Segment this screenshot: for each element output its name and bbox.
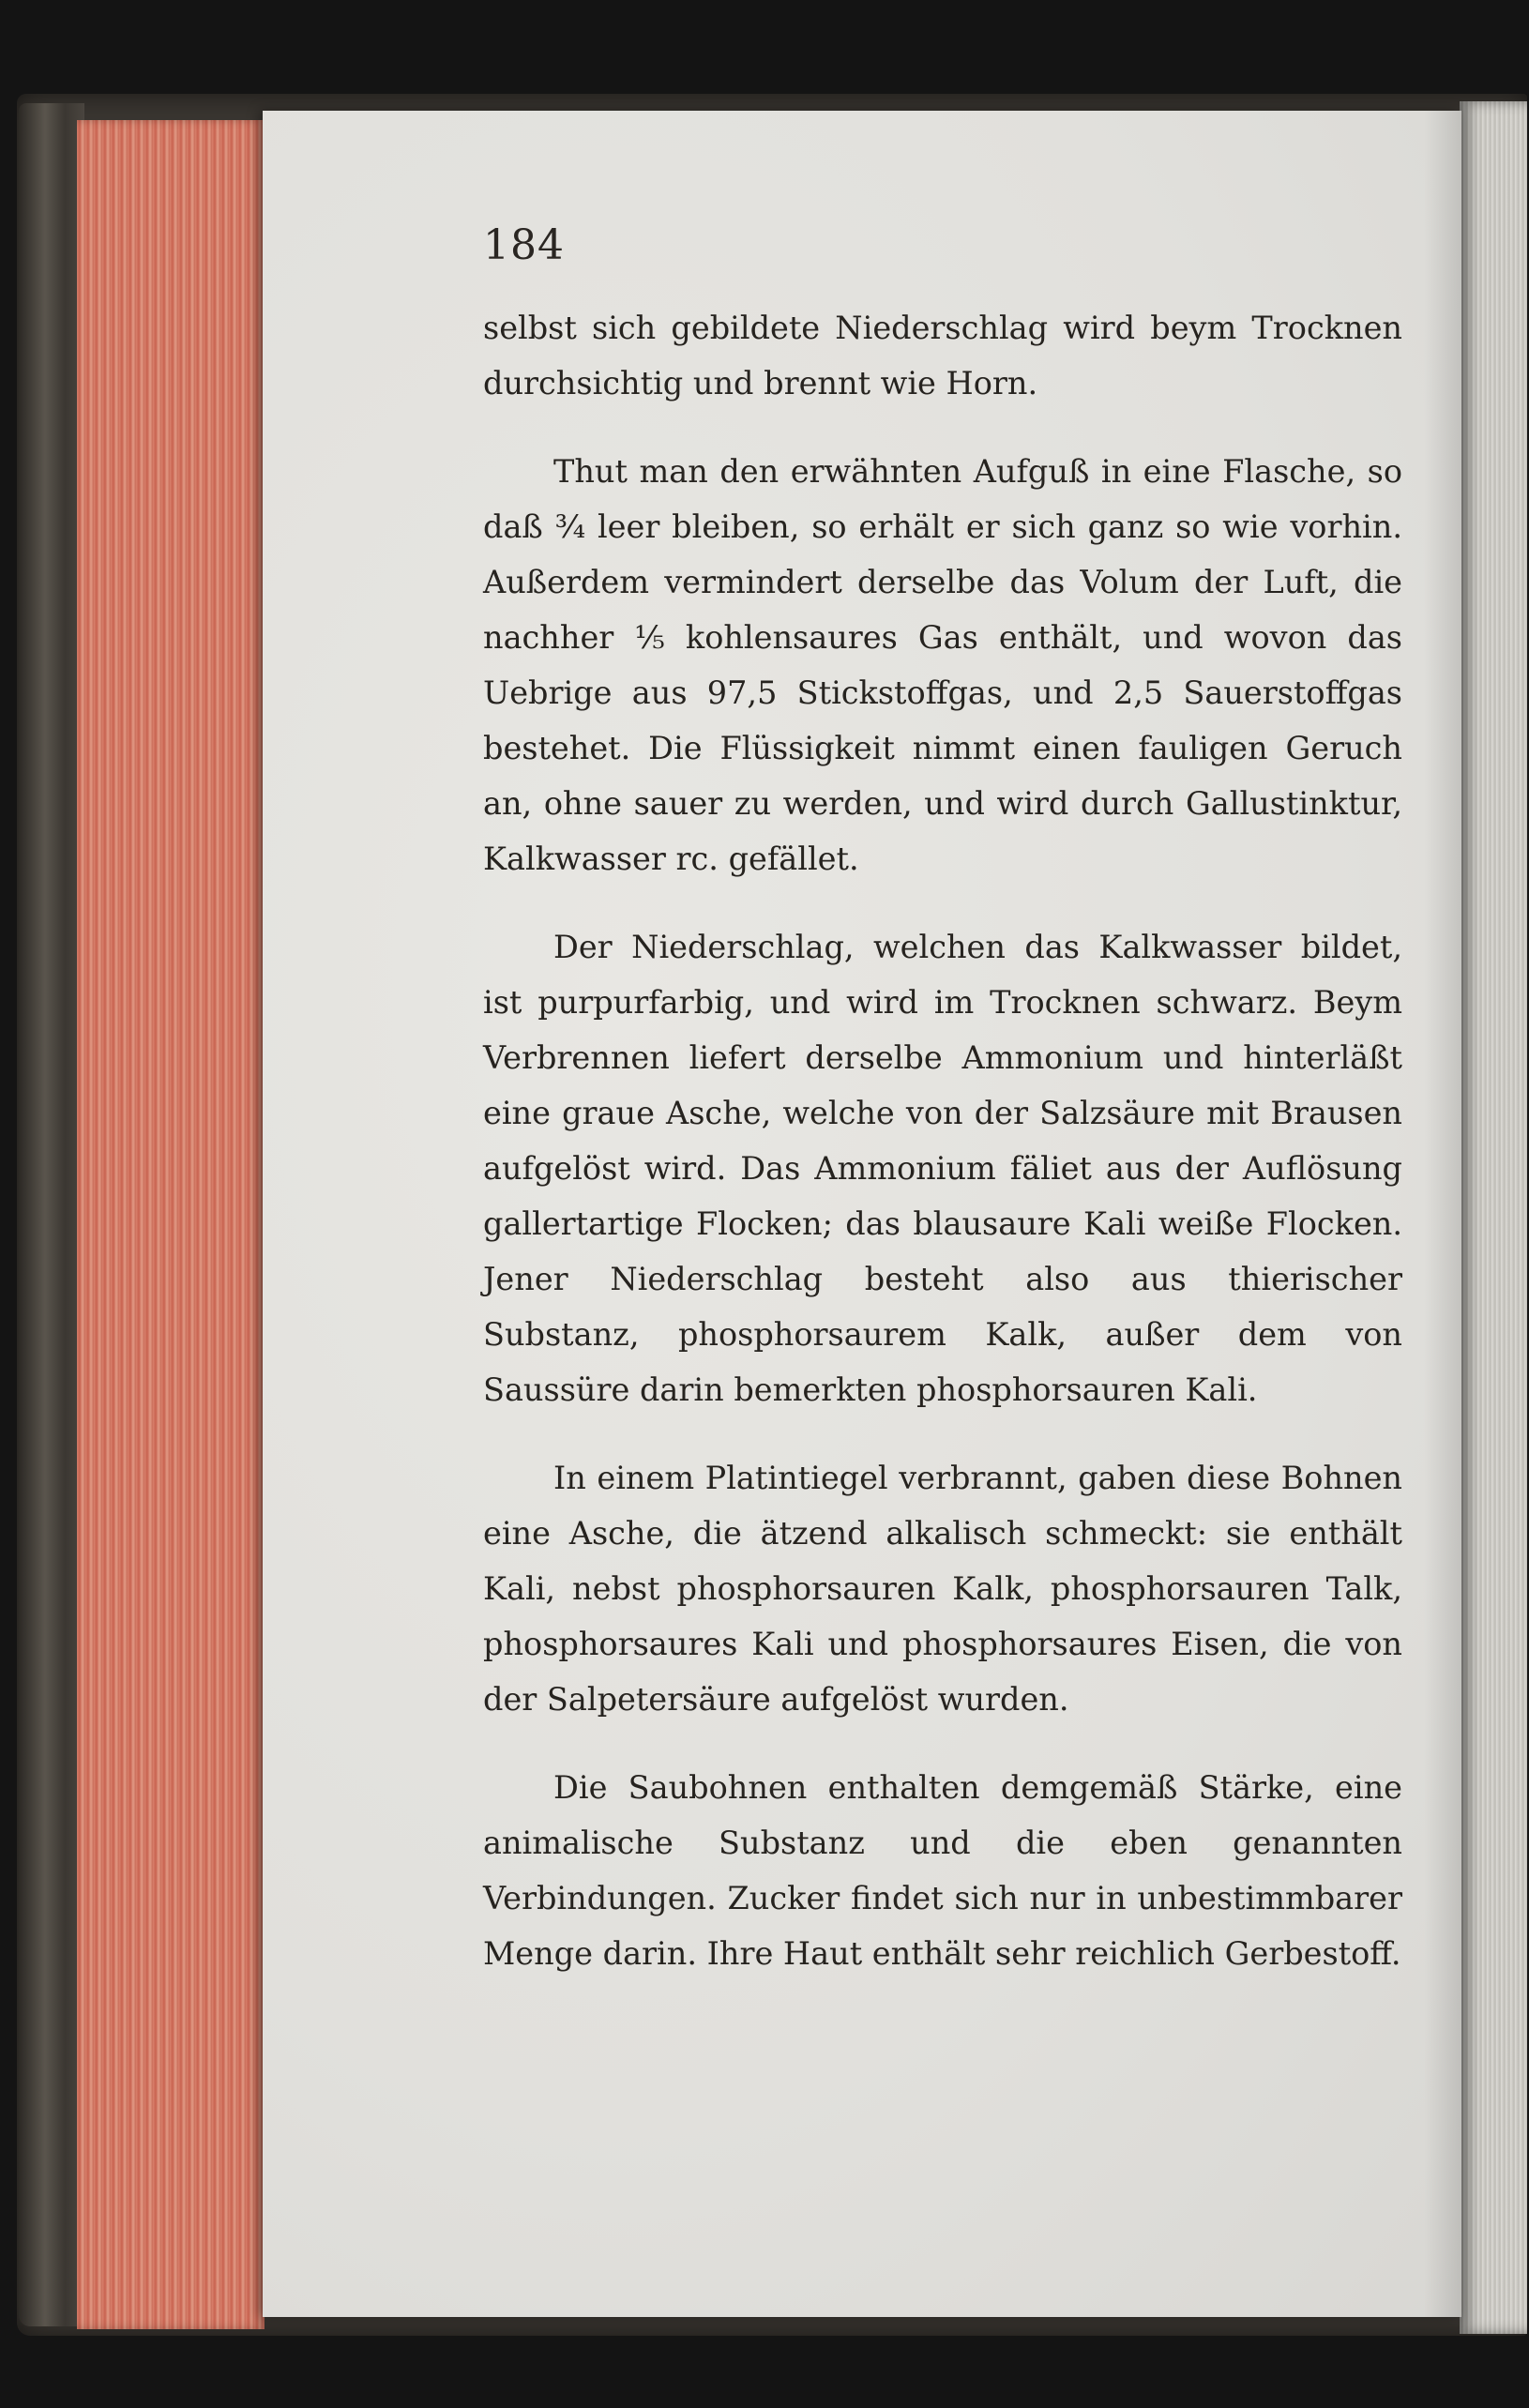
right-page-edges [1460, 101, 1527, 2334]
page-text [483, 300, 1402, 2014]
paragraph: In einem Platintiegel verbrannt, gaben diese Bohnen eine Asche, die ätzend alkalisch schmeckt: sie enthält Kali, nebst phosphorsauren Kalk, phosphorsauren Talk, phosphorsaures Kali und phosphorsaures Eisen, die von der Salpetersäure aufgelöst wurden. [483, 1460, 1402, 1718]
paragraph: Die Saubohnen enthalten demgemäß Stärke, eine animalische Substanz und die eben genannten Verbindungen. Zucker findet sich nur in unbestimmbarer Menge darin. Ihre Haut enthält sehr reichlich Gerbestoff. [483, 1769, 1402, 1972]
paragraph: selbst sich gebildete Niederschlag wird beym Trocknen durchsichtig und brennt wie Horn. [483, 310, 1402, 401]
gutter-shadow [1424, 111, 1461, 2317]
book-spine-edge [19, 103, 84, 2326]
page-number: 184 [483, 221, 565, 269]
page-edges-red [77, 120, 265, 2329]
paragraph: Der Niederschlag, welchen das Kalkwasser bildet, ist purpurfarbig, und wird im Trocknen schwarz. Beym Verbrennen liefert derselbe Ammonium und hinterläßt eine graue Asche, welche von der Salzsäure mit Brausen aufgelöst wird. Das Ammonium fäliet aus der Auflösung gallertartige Flocken; das blausaure Kali weiße Flocken. Jener Niederschlag besteht also aus thierischer Substanz, phosphorsaurem Kalk, außer dem von Saussüre darin bemerkten phosphorsauren Kali. [483, 929, 1402, 1408]
paragraph: Thut man den erwähnten Aufguß in eine Flasche, so daß ¾ leer bleiben, so erhält er sich ganz so wie vorhin. Außerdem vermindert derselbe das Volum der Luft, die nachher ⅕ kohlensaures Gas enthält, und wovon das Uebrige aus 97,5 Stickstoffgas, und 2,5 Sauerstoffgas bestehet. Die Flüssigkeit nimmt einen fauligen Geruch an, ohne sauer zu werden, und wird durch Gallustinktur, Kalkwasser rc. gefället. [483, 453, 1402, 877]
